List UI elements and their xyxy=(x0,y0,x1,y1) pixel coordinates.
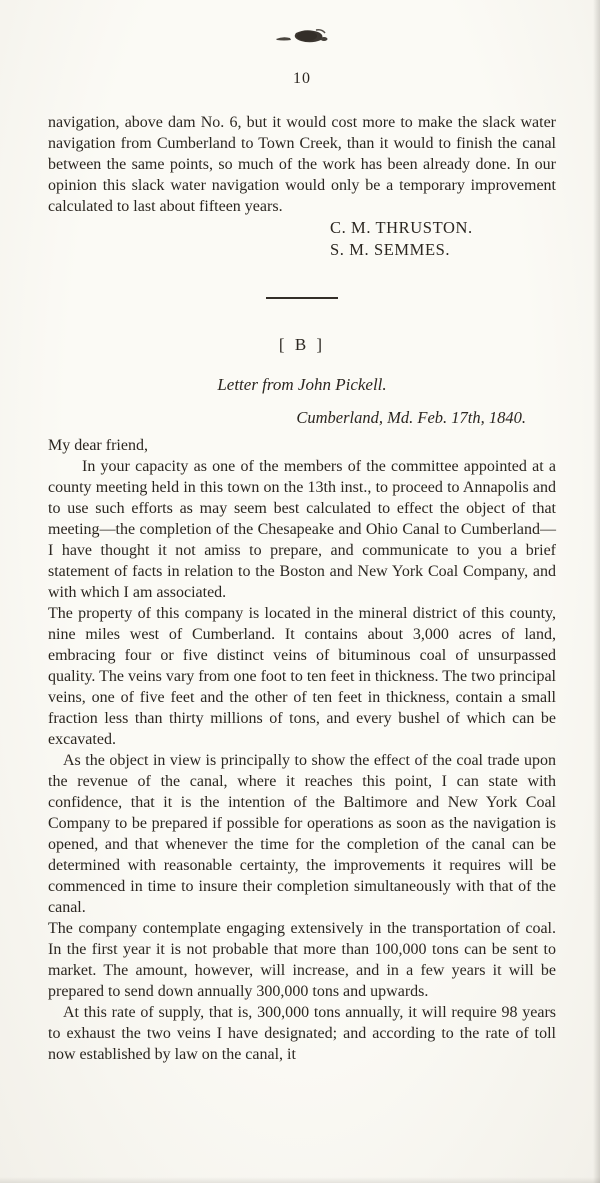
signature-line: S. M. SEMMES. xyxy=(330,240,451,259)
signature-block xyxy=(330,217,556,261)
letter-paragraph: The company contemplate engaging extensively in the transportation of coal. In the first year it is not probable that more than 100,000 tons can be sent to market. The amount, however, will increase, and in a few years it will be prepared to send down annually 300,000 tons and upwards. xyxy=(48,920,556,1000)
letter-paragraph: In your capacity as one of the members of the committee appointed at a county meeting held in this town on the 13th inst., to proceed to Annapolis and to use such efforts as may seem best calculated to effect the object of that meeting—the completion of the Chesapeake and Ohio Canal to Cumberland—I have thought it not amiss to prepare, and communicate to you a brief statement of facts in relation to the Boston and New York Coal Company, and with which I am associated. xyxy=(48,458,556,601)
section-label: [ B ] xyxy=(278,335,326,354)
scan-edge-shadow xyxy=(0,1177,600,1183)
letter-body xyxy=(48,456,556,1065)
section-divider xyxy=(266,297,338,299)
letter-dateline: Cumberland, Md. Feb. 17th, 1840. xyxy=(296,408,526,427)
letter-title: Letter from John Pickell. xyxy=(217,375,387,394)
ink-smudge-icon xyxy=(274,35,330,52)
letter-paragraph: As the object in view is principally to show the effect of the coal trade upon the revenue of the canal, where it reaches this point, I can state with confidence, that it is the intention of the Baltimore and New York Coal Company to be prepared if possible for operations as soon as the navigation is opened, and that whenever the time for the completion of the canal can be determined with reasonable certainty, the improvements it requires will be commenced in time to insure their completion simultaneously with that of the canal. xyxy=(48,752,556,916)
page-number: 10 xyxy=(293,70,311,87)
report-continuation-paragraph: navigation, above dam No. 6, but it would cost more to make the slack water navigation from Cumberland to Town Creek, than it would to finish the canal between the same points, so much of the work has been already done. In our opinion this slack water navigation would only be a temporary improvement calculated to last about fifteen years. xyxy=(48,114,556,215)
signature-line: C. M. THRUSTON. xyxy=(330,218,473,237)
letter-paragraph: At this rate of supply, that is, 300,000 tons annually, it will require 98 years to exhaust the two veins I have designated; and according to the rate of toll now established by law on the canal, it xyxy=(48,1004,556,1063)
scan-edge-shadow xyxy=(593,0,600,1183)
ink-smudge-ornament xyxy=(48,26,556,52)
report-continuation xyxy=(48,112,556,217)
letter-salutation: My dear friend, xyxy=(48,437,148,454)
letter-paragraph: The property of this company is located in the mineral district of this county, nine miles west of Cumberland. It contains about 3,000 acres of land, embracing four or five distinct veins of bituminous coal of unsurpassed quality. The veins vary from one foot to ten feet in thickness. The two principal veins, one of five feet and the other of ten feet in thickness, contain a small fraction less than thirty millions of tons, and every bushel of which can be excavated. xyxy=(48,605,556,748)
